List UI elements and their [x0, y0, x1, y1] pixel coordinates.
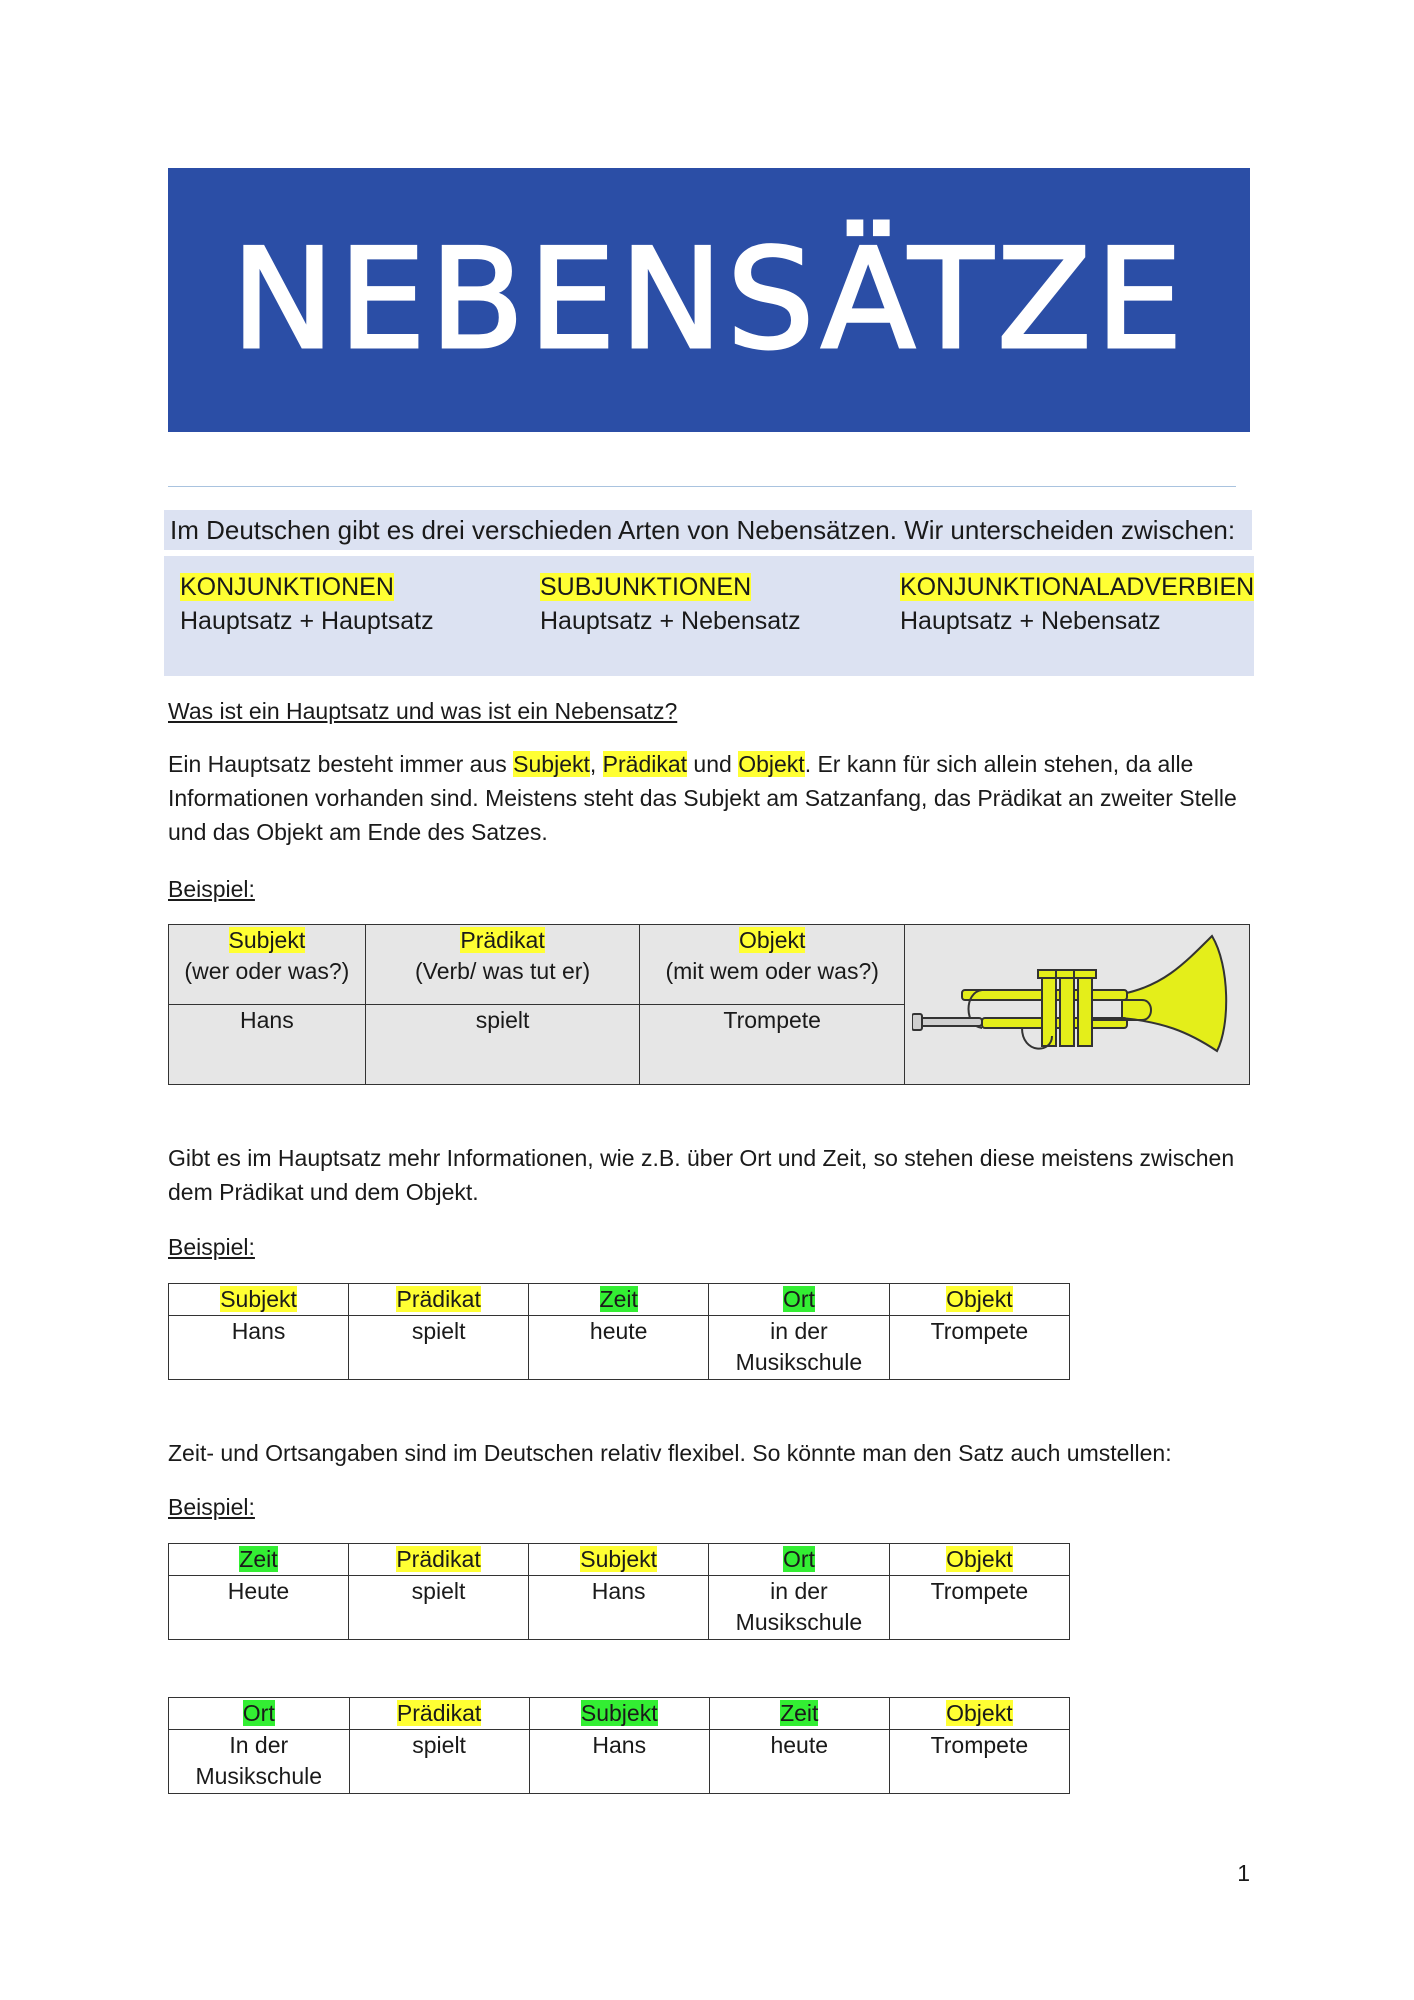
intro-text: Im Deutschen gibt es drei verschieden Arten von Nebensätzen. Wir unterscheiden zwischen:: [164, 510, 1252, 550]
type-name: KONJUNKTIONEN: [180, 573, 394, 601]
type-konjunktionen: [180, 568, 522, 648]
header-cell: [889, 1698, 1069, 1730]
header-cell: [889, 1544, 1069, 1576]
header-cell: [529, 1698, 709, 1730]
table-cell: Hans: [169, 1316, 349, 1380]
table-cell: spielt: [349, 1316, 529, 1380]
table-cell: Hans: [529, 1576, 709, 1640]
header-label: Objekt: [946, 1700, 1013, 1726]
header-cell: [348, 1544, 528, 1576]
type-name: KONJUNKTIONALADVERBIEN: [900, 573, 1255, 601]
trumpet-image: [905, 925, 1250, 1085]
header-sub: (Verb/ was tut er): [414, 958, 591, 984]
header-label: Ort: [782, 1546, 815, 1572]
header-label: Zeit: [599, 1286, 638, 1312]
table-cell: in der Musikschule: [709, 1316, 890, 1380]
paragraph-1: [168, 747, 1258, 849]
header-label: Prädikat: [396, 1546, 481, 1572]
header-label: Ort: [242, 1700, 275, 1726]
question-heading: Was ist ein Hauptsatz und was ist ein Nebensatz?: [168, 698, 678, 724]
table-cell: heute: [529, 1316, 709, 1380]
text-segment: Ein Hauptsatz besteht immer aus: [168, 751, 514, 777]
text-segment: ,: [589, 751, 603, 777]
header-label: Prädikat: [460, 927, 545, 953]
term-subjekt: Subjekt: [513, 751, 590, 777]
header-cell: [169, 1698, 350, 1730]
type-sub: Hauptsatz + Hauptsatz: [180, 607, 434, 635]
table-cell: spielt: [349, 1730, 529, 1794]
trumpet-icon: [912, 926, 1242, 1076]
title-banner: [168, 168, 1250, 432]
banner-title: NEBENSÄTZE: [231, 219, 1187, 380]
header-label: Objekt: [946, 1286, 1013, 1312]
type-konjunktionaladverbien: [900, 568, 1255, 648]
header-cell: [709, 1698, 889, 1730]
header-cell: [365, 925, 640, 1005]
header-label: Subjekt: [580, 1546, 657, 1572]
header-label: Zeit: [239, 1546, 278, 1572]
header-label: Zeit: [780, 1700, 819, 1726]
header-cell: [889, 1284, 1069, 1316]
example-table-2: [168, 1283, 1070, 1380]
term-praedikat: Prädikat: [602, 751, 688, 777]
header-label: Objekt: [946, 1546, 1013, 1572]
table-cell: Trompete: [889, 1576, 1069, 1640]
types-box: [164, 556, 1254, 676]
header-cell: [529, 1284, 709, 1316]
table-cell: Trompete: [889, 1730, 1069, 1794]
table-cell: Hans: [169, 1005, 366, 1085]
table-cell: in der Musikschule: [709, 1576, 890, 1640]
header-cell: [169, 1284, 349, 1316]
header-cell: [349, 1698, 529, 1730]
header-sub: (wer oder was?): [184, 958, 350, 984]
beispiel-label: Beispiel:: [168, 876, 255, 902]
header-label: Prädikat: [396, 1286, 481, 1312]
header-cell: [169, 1544, 349, 1576]
table-cell: spielt: [365, 1005, 640, 1085]
table-cell: Hans: [529, 1730, 709, 1794]
table-cell: Trompete: [889, 1316, 1069, 1380]
text-segment: . Er kann für sich allein stehen, da alle Informationen vorhanden sind. Meistens steht das Subjekt am Satzanfang, das Prädikat an zweiter Stelle und das Objekt am Ende des Satzes.: [168, 751, 1237, 845]
beispiel-label: Beispiel:: [168, 1494, 255, 1520]
text-segment: und: [687, 751, 739, 777]
example-table-1: [168, 924, 1250, 1085]
header-label: Prädikat: [396, 1700, 482, 1726]
header-cell: [169, 925, 366, 1005]
paragraph-3: Zeit- und Ortsangaben sind im Deutschen relativ flexibel. So könnte man den Satz auch umstellen:: [168, 1440, 1172, 1466]
page-number: 1: [1237, 1860, 1250, 1886]
table-cell: heute: [709, 1730, 889, 1794]
type-sub: Hauptsatz + Nebensatz: [540, 607, 801, 635]
header-label: Objekt: [738, 927, 806, 953]
table-cell: spielt: [348, 1576, 528, 1640]
table-cell: In der Musikschule: [169, 1730, 350, 1794]
paragraph-2: Gibt es im Hauptsatz mehr Informationen, wie z.B. über Ort und Zeit, so stehen diese meistens zwischen dem Prädikat und dem Objekt.: [168, 1145, 1235, 1205]
header-label: Subjekt: [228, 927, 306, 953]
header-cell: [529, 1544, 709, 1576]
type-sub: Hauptsatz + Nebensatz: [900, 607, 1161, 635]
divider: [168, 486, 1236, 487]
type-name: SUBJUNKTIONEN: [540, 573, 752, 601]
term-objekt: Objekt: [738, 751, 805, 777]
header-cell: [640, 925, 905, 1005]
header-cell: [709, 1544, 890, 1576]
type-subjunktionen: [540, 568, 884, 648]
beispiel-label: Beispiel:: [168, 1234, 255, 1260]
header-cell: [349, 1284, 529, 1316]
table-cell: Heute: [169, 1576, 349, 1640]
header-label: Subjekt: [220, 1286, 297, 1312]
example-table-4: [168, 1697, 1070, 1794]
header-label: Ort: [782, 1286, 815, 1312]
example-table-3: [168, 1543, 1070, 1640]
table-cell: Trompete: [640, 1005, 905, 1085]
header-cell: [709, 1284, 890, 1316]
header-sub: (mit wem oder was?): [665, 958, 879, 984]
header-label: Subjekt: [580, 1700, 658, 1726]
